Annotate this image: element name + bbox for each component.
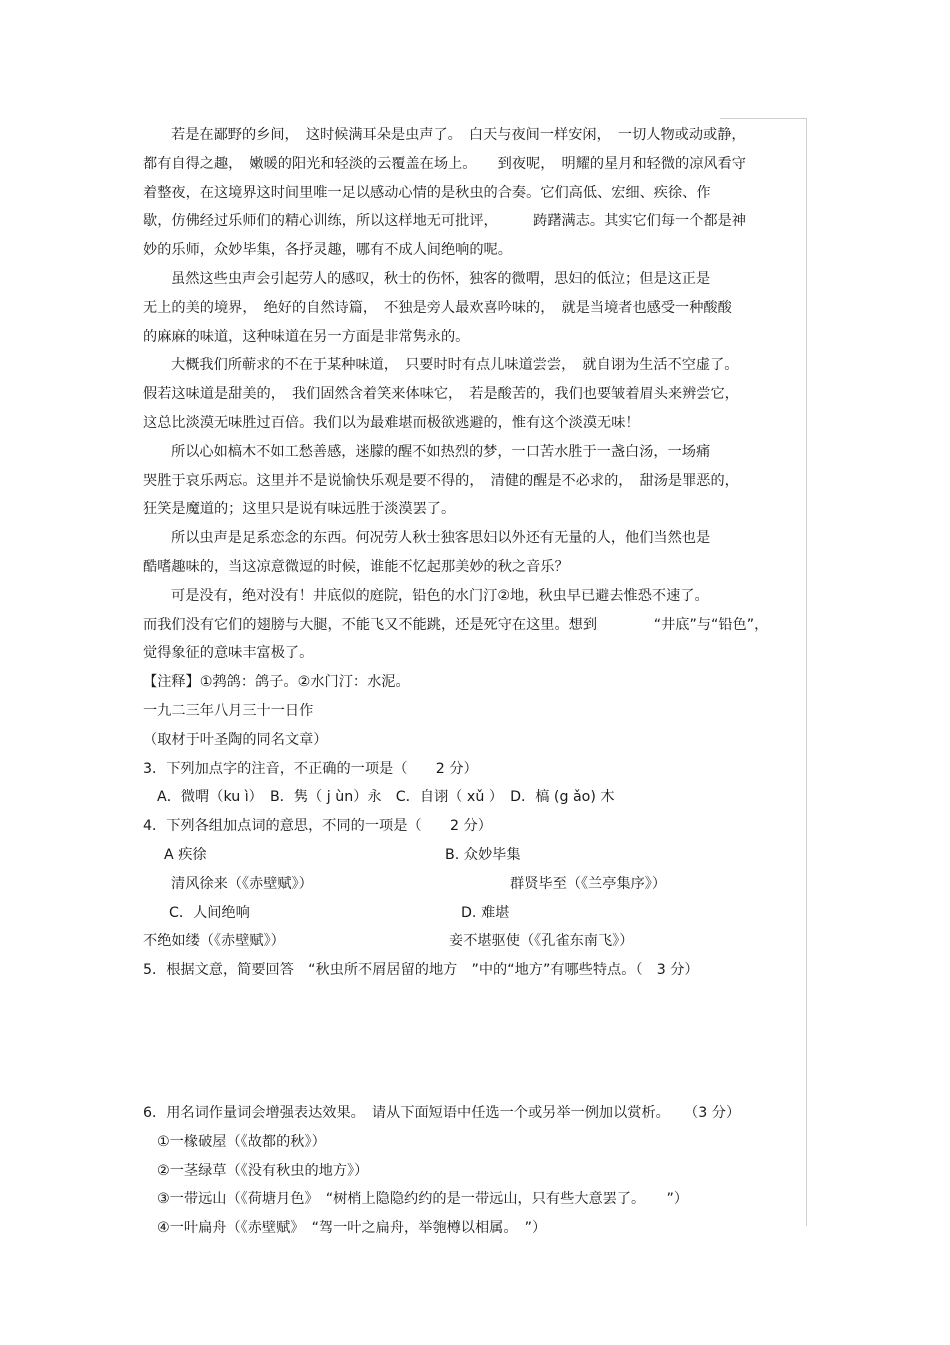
text-line: 若是在鄙野的乡间， 这时候满耳朵是虫声了。 白天与夜间一样安闲， 一切人物或动或静， (171, 127, 746, 143)
answer-space[interactable] (143, 985, 807, 1099)
text-line: 哭胜于哀乐两忘。这里并不是说愉快乐观是要不得的， 清健的醒是不必求的， 甜汤是罪恶的， (143, 472, 739, 489)
option-b-example: 群贤毕至（《兰亭集序》） (510, 875, 667, 892)
option-b-label: B. 众妙毕集 (445, 846, 521, 863)
list-item: ③一带远山（《荷塘月色》 “树梢上隐隐约约的是一带远山，只有些大意罢了。 ”） (157, 1191, 689, 1208)
question-3 (143, 755, 807, 813)
question-stem: 6．用名词作量词会增强表达效果。 请从下面短语中任选一个或另举一例加以赏析。 （3 分） (143, 1104, 741, 1121)
paragraph-6 (143, 582, 807, 668)
option-row-ab-examples (143, 870, 807, 899)
text-line: 着整夜，在这境界这时间里唯一足以感动心情的是秋虫的合奏。它们高低、宏细、疾徐、作 (143, 184, 711, 201)
text-line: 歇，仿佛经过乐师们的精心训练，所以这样地无可批评， 踌躇满志。其实它们每一个都是神 (143, 213, 746, 230)
text-line: 可是没有，绝对没有！井底似的庭院，铅色的水门汀②地，秋虫早已避去惟恐不速了。 (171, 587, 709, 604)
paragraph-3 (143, 351, 807, 437)
option-row-ab (143, 841, 807, 870)
page-border-top (720, 118, 807, 119)
text-line: 大概我们所蕲求的不在于某种味道， 只要时时有点儿味道尝尝， 就自诩为生活不空虚了。 (171, 357, 739, 374)
question-5 (143, 956, 807, 1099)
option-c-example: 不绝如缕（《赤壁赋》） (143, 933, 285, 950)
text-line: 的麻麻的味道，这种味道在另一方面是非常隽永的。 (143, 328, 470, 345)
question-stem: 4．下列各组加点词的意思，不同的一项是（ 2 分） (143, 818, 492, 835)
text-line: 这总比淡漠无味胜过百倍。我们以为最难堪而极欲逃避的，惟有这个淡漠无味！ (143, 414, 640, 431)
composition-date: 一九二三年八月三十一日作 (143, 702, 314, 719)
text-line: 假若这味道是甜美的， 我们固然含着笑来体味它， 若是酸苦的，我们也要皱着眉头来辨尝它， (143, 386, 739, 403)
question-options: A．微喟（ku ì） B．隽（ j ùn）永 C．自诩（ xǔ ） D．槁 (g ǎo) 木 (157, 789, 615, 806)
text-line: 虽然这些虫声会引起劳人的感叹，秋士的伤怀，独客的微喟，思妇的低泣；但是这正是 (171, 270, 711, 287)
text-line: 酷嗜趣味的，当这凉意微逗的时候，谁能不忆起那美妙的秋之音乐？ (143, 558, 569, 575)
text-line: 都有自得之趣， 嫩暖的阳光和轻淡的云覆盖在场上。 到夜呢， 明耀的星月和轻微的凉风看守 (143, 155, 746, 172)
text-line: 无上的美的境界， 绝好的自然诗篇， 不独是旁人最欢喜吟味的， 就是当境者也感受一种酸酸 (143, 299, 732, 316)
text-line: 狂笑是魔道的；这里只是说有味远胜于淡漠罢了。 (143, 501, 456, 518)
question-stem: 5．根据文意，简要回答 “秋虫所不屑居留的地方 ”中的“地方”有哪些特点。（ 3 分） (143, 962, 699, 979)
paragraph-2 (143, 265, 807, 351)
annotation-note: 【注释】①鹁鸽：鸽子。②水门汀：水泥。 (143, 674, 410, 691)
list-item: ①一椽破屋（《故都的秋》） (157, 1133, 326, 1150)
option-d-example: 妾不堪驱使（《孔雀东南飞》） (449, 933, 634, 950)
option-row-cd-examples (143, 927, 807, 956)
list-item: ②一茎绿草（《没有秋虫的地方》） (157, 1162, 369, 1179)
text-line: 觉得象征的意味丰富极了。 (143, 645, 314, 662)
paragraph-1 (143, 121, 807, 265)
text-line: 所以虫声是足系恋念的东西。何况劳人秋士独客思妇以外还有无量的人，他们当然也是 (171, 530, 711, 547)
paragraph-5 (143, 524, 807, 582)
text-line: 所以心如槁木不如工愁善感，迷朦的醒不如热烈的梦，一口苦水胜于一盏白汤，一场痛 (171, 443, 711, 460)
list-item: ④一叶扁舟（《赤壁赋》 “驾一叶之扁舟，举匏樽以相属。 ”） (157, 1220, 547, 1237)
option-c-label: C．人间绝响 (169, 904, 250, 921)
paragraph-4 (143, 438, 807, 524)
option-a-example: 清风徐来（《赤壁赋》） (171, 875, 313, 892)
document-body (143, 121, 807, 1243)
source-note: （取材于叶圣陶的同名文章） (143, 731, 328, 748)
question-4 (143, 812, 807, 956)
text-line: 妙的乐师，众妙毕集，各抒灵趣，哪有不成人间绝响的呢。 (143, 242, 512, 259)
text-line: 而我们没有它们的翅膀与大腿，不能飞又不能跳，还是死守在这里。想到 “井底”与“铅色”， (143, 616, 769, 633)
option-row-cd (143, 899, 807, 928)
option-d-label: D. 难堪 (461, 904, 510, 921)
option-a-label: A 疾徐 (164, 846, 207, 863)
question-6 (143, 1099, 807, 1243)
question-stem: 3．下列加点字的注音，不正确的一项是（ 2 分） (143, 760, 478, 777)
